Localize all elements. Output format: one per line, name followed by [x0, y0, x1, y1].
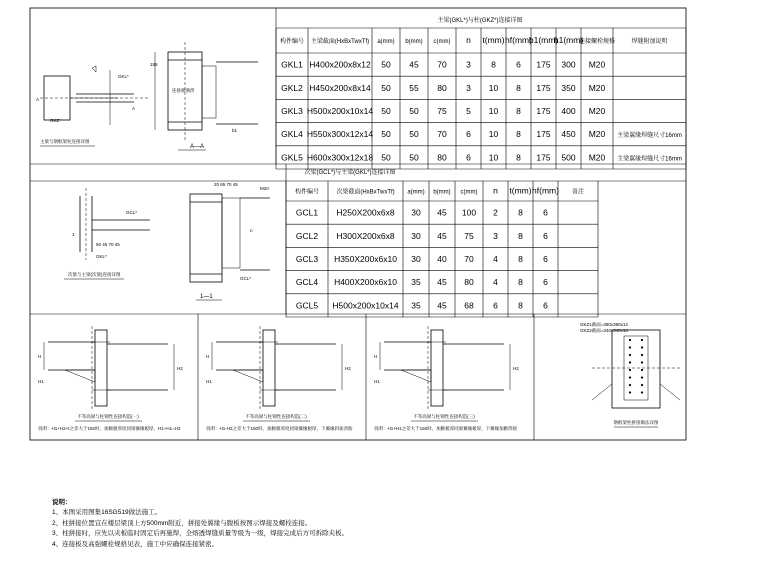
- table2-cell: 70: [464, 254, 474, 264]
- table1-cell: 70: [437, 129, 447, 140]
- marker-1-left: 1: [72, 232, 75, 237]
- table2-header-cell: hf(mm): [532, 185, 559, 196]
- m20-label: M20: [260, 186, 269, 191]
- table1-cell: H450x200x8x14: [309, 82, 371, 93]
- table1-title: 主梁(GKL*)与柱(GKZ*)连接详图: [437, 18, 523, 24]
- splice-label-1: GKZ1截面=390x390x14: [580, 322, 628, 327]
- table2-cell: H350X200x6x10: [334, 254, 397, 264]
- gcl-label-2: GCL*: [240, 276, 252, 281]
- section-11-drawing: [190, 182, 270, 300]
- table1-cell: M20: [588, 152, 606, 163]
- table1-header-cell: b(mm): [405, 39, 423, 45]
- table1-cell: 50: [381, 106, 391, 116]
- table1-cell: M20: [588, 106, 606, 116]
- table1-cell: 50: [409, 129, 419, 140]
- variant-title: 不等高梁与柱钢性连接构造(一): [77, 414, 139, 419]
- table1-cell: 80: [437, 152, 447, 163]
- dim-bracket: 50 45 70 45: [96, 242, 120, 247]
- table1-cell: GKL5: [281, 152, 303, 163]
- table2-cell: 8: [518, 254, 523, 264]
- table2-cell: 45: [437, 207, 447, 218]
- table2-cell: 6: [543, 277, 548, 288]
- table2-cell: 6: [493, 300, 498, 311]
- table2-cell: 30: [411, 230, 421, 241]
- table1-header-cell: a(mm): [377, 39, 395, 45]
- a-marker-right: A: [132, 106, 136, 111]
- label-h1: H1: [206, 379, 212, 384]
- table1-cell: 3: [466, 82, 471, 93]
- table1-cell: 10: [488, 106, 499, 116]
- table1-cell: 75: [437, 106, 447, 116]
- variant-panels: [38, 321, 680, 432]
- variant-panel-1: [38, 326, 183, 432]
- table1-cell: 175: [536, 152, 551, 163]
- table2-header-cell: n: [493, 185, 498, 196]
- table2-cell: 45: [437, 300, 447, 311]
- table2-cell: GCL3: [295, 254, 319, 264]
- table1-cell: 175: [536, 106, 551, 116]
- table1-header-cell: 构件编号: [279, 39, 305, 45]
- gkl-label-1: GKL*: [118, 74, 129, 79]
- table1-cell: 50: [381, 82, 391, 93]
- table1-cell: 6: [466, 152, 471, 163]
- variant-note: 说明：H1-H2之差大于150时，加腋板厚度同梁翼缘板厚，下翼缘斜加劲肋: [206, 426, 353, 431]
- table2-cell: GCL1: [295, 207, 319, 218]
- table1-cell: 主梁翼缘焊缝尺寸16mm: [617, 156, 682, 163]
- a-marker-left: A: [36, 97, 40, 102]
- secondary-beam-table: [30, 168, 686, 317]
- variant-panel-4: [580, 321, 680, 427]
- table1-cell: 350: [561, 82, 576, 93]
- table1-cell: 8: [516, 106, 521, 116]
- table1-header-cell: 连接螺栓规格: [578, 39, 616, 45]
- table2-cell: 8: [518, 230, 523, 241]
- main-elevation-drawing: [36, 66, 150, 146]
- table1-cell: 70: [437, 59, 447, 70]
- table1-cell: 50: [381, 59, 391, 70]
- table2-cell: H300X200x6x8: [336, 230, 395, 241]
- dims-top: 20 65 70 45: [214, 182, 238, 187]
- table1-cell: 10: [488, 82, 499, 93]
- table1-cell: 6: [466, 129, 471, 140]
- note-line-3: 3、柱拼接时，应先以夹板临时固定后再施焊，全熔透焊缝质量等级为一级，焊接完成后方可拆除夹板。: [52, 530, 349, 537]
- label-h: H: [374, 354, 378, 359]
- table2-cell: 30: [411, 207, 421, 218]
- table1-cell: GKL1: [281, 59, 303, 70]
- table1-cell: M20: [588, 129, 606, 140]
- table1-cell: M20: [588, 82, 606, 93]
- table2-cell: 35: [411, 300, 421, 311]
- table2-cell: 6: [543, 254, 548, 264]
- variant-panel-3: [374, 326, 519, 432]
- table2-cell: 4: [493, 277, 498, 288]
- table1-cell: 45: [409, 59, 419, 70]
- variant-title: 不等高梁与柱钢性连接构造(二): [245, 414, 307, 419]
- variant-title: 钢框架柱拼接做法详图: [613, 420, 659, 425]
- table2-title: 次梁(GCL*)与主梁(GKL*)连接详图: [304, 170, 396, 176]
- table2-cell: 6: [543, 230, 548, 241]
- table2-header-cell: c(mm): [460, 189, 478, 196]
- table1-cell: 50: [381, 129, 391, 140]
- table2-cell: 35: [411, 277, 421, 288]
- label-h2: H2: [177, 366, 183, 371]
- table1-cell: GKL3: [281, 106, 303, 116]
- table1-cell: 50: [409, 106, 419, 116]
- table1-cell: 主梁翼缘焊缝尺寸16mm: [617, 133, 682, 140]
- table1-cell: H600x300x12x18: [306, 152, 374, 163]
- table1-cell: 8: [491, 59, 496, 70]
- table2-cell: 30: [411, 254, 421, 264]
- note-line-1: 1、本图采用图集16SG519做法施工。: [52, 509, 162, 516]
- label-h2: H2: [345, 366, 351, 371]
- table2-cell: GCL5: [295, 300, 319, 311]
- table2-cell: 2: [493, 207, 498, 218]
- table1-cell: 6: [516, 59, 521, 70]
- secondary-caption: 次梁与主梁(次梁)连接详图: [68, 272, 121, 277]
- main-elev-caption: 主梁与钢框架柱连接详图: [40, 139, 90, 144]
- notes-title: 说明：: [52, 499, 72, 506]
- table1-cell: 8: [516, 129, 521, 140]
- note-line-2: 2、柱拼接位置宜在楼层梁顶上方500mm附近，拼接处翼缘与腹板按图示焊接及螺栓连接。: [52, 519, 312, 527]
- note-line-4: 4、连接板及高强螺栓规格见表，施工中应确保连接紧密。: [52, 540, 219, 548]
- table1-header-cell: 焊缝附加说明: [631, 39, 668, 45]
- table2-cell: H500x200x10x14: [332, 300, 399, 311]
- table2-cell: 40: [437, 254, 447, 264]
- table1-cell: 450: [561, 129, 576, 140]
- table2-cell: H250X200x6x8: [336, 207, 395, 218]
- table1-cell: 175: [536, 82, 551, 93]
- table2-cell: 8: [518, 300, 523, 311]
- table2-cell: 4: [493, 254, 498, 264]
- notes-block: [52, 497, 472, 550]
- table1-header-cell: 主梁截面(HxBxTwxTf): [310, 39, 370, 45]
- label-h1: H1: [38, 379, 44, 384]
- table1-cell: 5: [466, 106, 471, 116]
- table1-cell: 300: [561, 59, 576, 70]
- table2-header-cell: 次梁截面(HxBxTwxTf): [336, 189, 395, 196]
- table2-header-cell: b(mm): [433, 189, 451, 196]
- variant-title: 不等高梁与柱钢性连接构造(三): [413, 414, 475, 419]
- label-h: H: [38, 354, 42, 359]
- table1-header-cell: b1(mm): [528, 35, 559, 45]
- table1-header-cell: h1(mm): [553, 35, 584, 45]
- table2-cell: 100: [461, 207, 477, 218]
- table1-cell: 50: [409, 152, 419, 163]
- table1-cell: 10: [488, 129, 499, 140]
- table2-cell: 3: [493, 230, 498, 241]
- table1-header-cell: n: [466, 35, 471, 45]
- dim-n: n: [250, 228, 253, 233]
- table1-header-cell: hf(mm): [505, 35, 532, 45]
- table2-cell: 45: [437, 230, 447, 241]
- section-aa-drawing: [150, 42, 258, 150]
- table1-cell: H400x200x8x12: [309, 59, 371, 70]
- table1-cell: H550x300x12x14: [306, 129, 374, 140]
- table2-header-cell: t(mm): [509, 185, 532, 196]
- splice-label-2: GKZ2截面=340x340x14: [580, 328, 628, 333]
- table2-cell: GCL4: [295, 277, 319, 288]
- table1-cell: GKL4: [281, 129, 303, 140]
- note-weld-side: 连接板满焊: [172, 88, 195, 93]
- table2-cell: GCL2: [295, 230, 319, 241]
- table1-header-cell: t(mm): [482, 35, 505, 45]
- table2-cell: 45: [437, 277, 447, 288]
- table2-cell: 6: [543, 207, 548, 218]
- secondary-elevation-drawing: [64, 188, 150, 279]
- variant-panel-2: [206, 326, 353, 432]
- table2-cell: 80: [464, 277, 474, 288]
- beam-column-table: [276, 16, 686, 169]
- section-11-label: 1—1: [200, 294, 213, 300]
- label-h1: H1: [374, 379, 380, 384]
- table1-cell: 3: [466, 59, 471, 70]
- table1-cell: GKL2: [281, 82, 303, 93]
- table2-cell: 8: [518, 277, 523, 288]
- table1-cell: H500x200x10x14: [306, 106, 374, 116]
- table1-cell: M20: [588, 59, 606, 70]
- dim-b1: b1: [232, 128, 238, 133]
- table1-header-cell: c(mm): [433, 39, 451, 45]
- table1-cell: 50: [381, 152, 391, 163]
- table2-header-cell: 构件编号: [294, 189, 320, 196]
- table1-cell: 175: [536, 129, 551, 140]
- table2-cell: 6: [543, 300, 548, 311]
- label-h2: H2: [513, 366, 519, 371]
- gkz-label-1: GKZ*: [50, 118, 62, 123]
- table2-cell: 75: [464, 230, 474, 241]
- table1-cell: 8: [516, 82, 521, 93]
- dim-155: 155: [150, 62, 158, 67]
- section-aa-label: A—A: [190, 144, 205, 150]
- gcl-label-1: GCL*: [126, 210, 138, 215]
- table2-cell: 8: [518, 207, 523, 218]
- table1-cell: 55: [409, 82, 419, 93]
- label-h: H: [206, 354, 210, 359]
- table1-cell: 10: [488, 152, 499, 163]
- table2-header-cell: a(mm): [407, 189, 425, 196]
- table1-cell: 500: [561, 152, 576, 163]
- table2-header-cell: 备注: [571, 189, 585, 196]
- variant-note: 说明：H1+H1之差大于150时，加腋板厚同梁翼缘板厚，下翼缘加腋焊接: [374, 426, 518, 431]
- table2-cell: H400X200x6x10: [334, 277, 397, 288]
- table1-cell: 80: [437, 82, 447, 93]
- variant-note: 说明：H1+H2+t之差大于150时，加腋板厚度同梁翼缘板厚，H1+H1=H2: [38, 426, 181, 431]
- table1-cell: 400: [561, 106, 576, 116]
- gkl-label-2: GKL*: [96, 254, 107, 259]
- table1-cell: 8: [516, 152, 521, 163]
- table2-cell: 68: [464, 300, 474, 311]
- table1-cell: 175: [536, 59, 551, 70]
